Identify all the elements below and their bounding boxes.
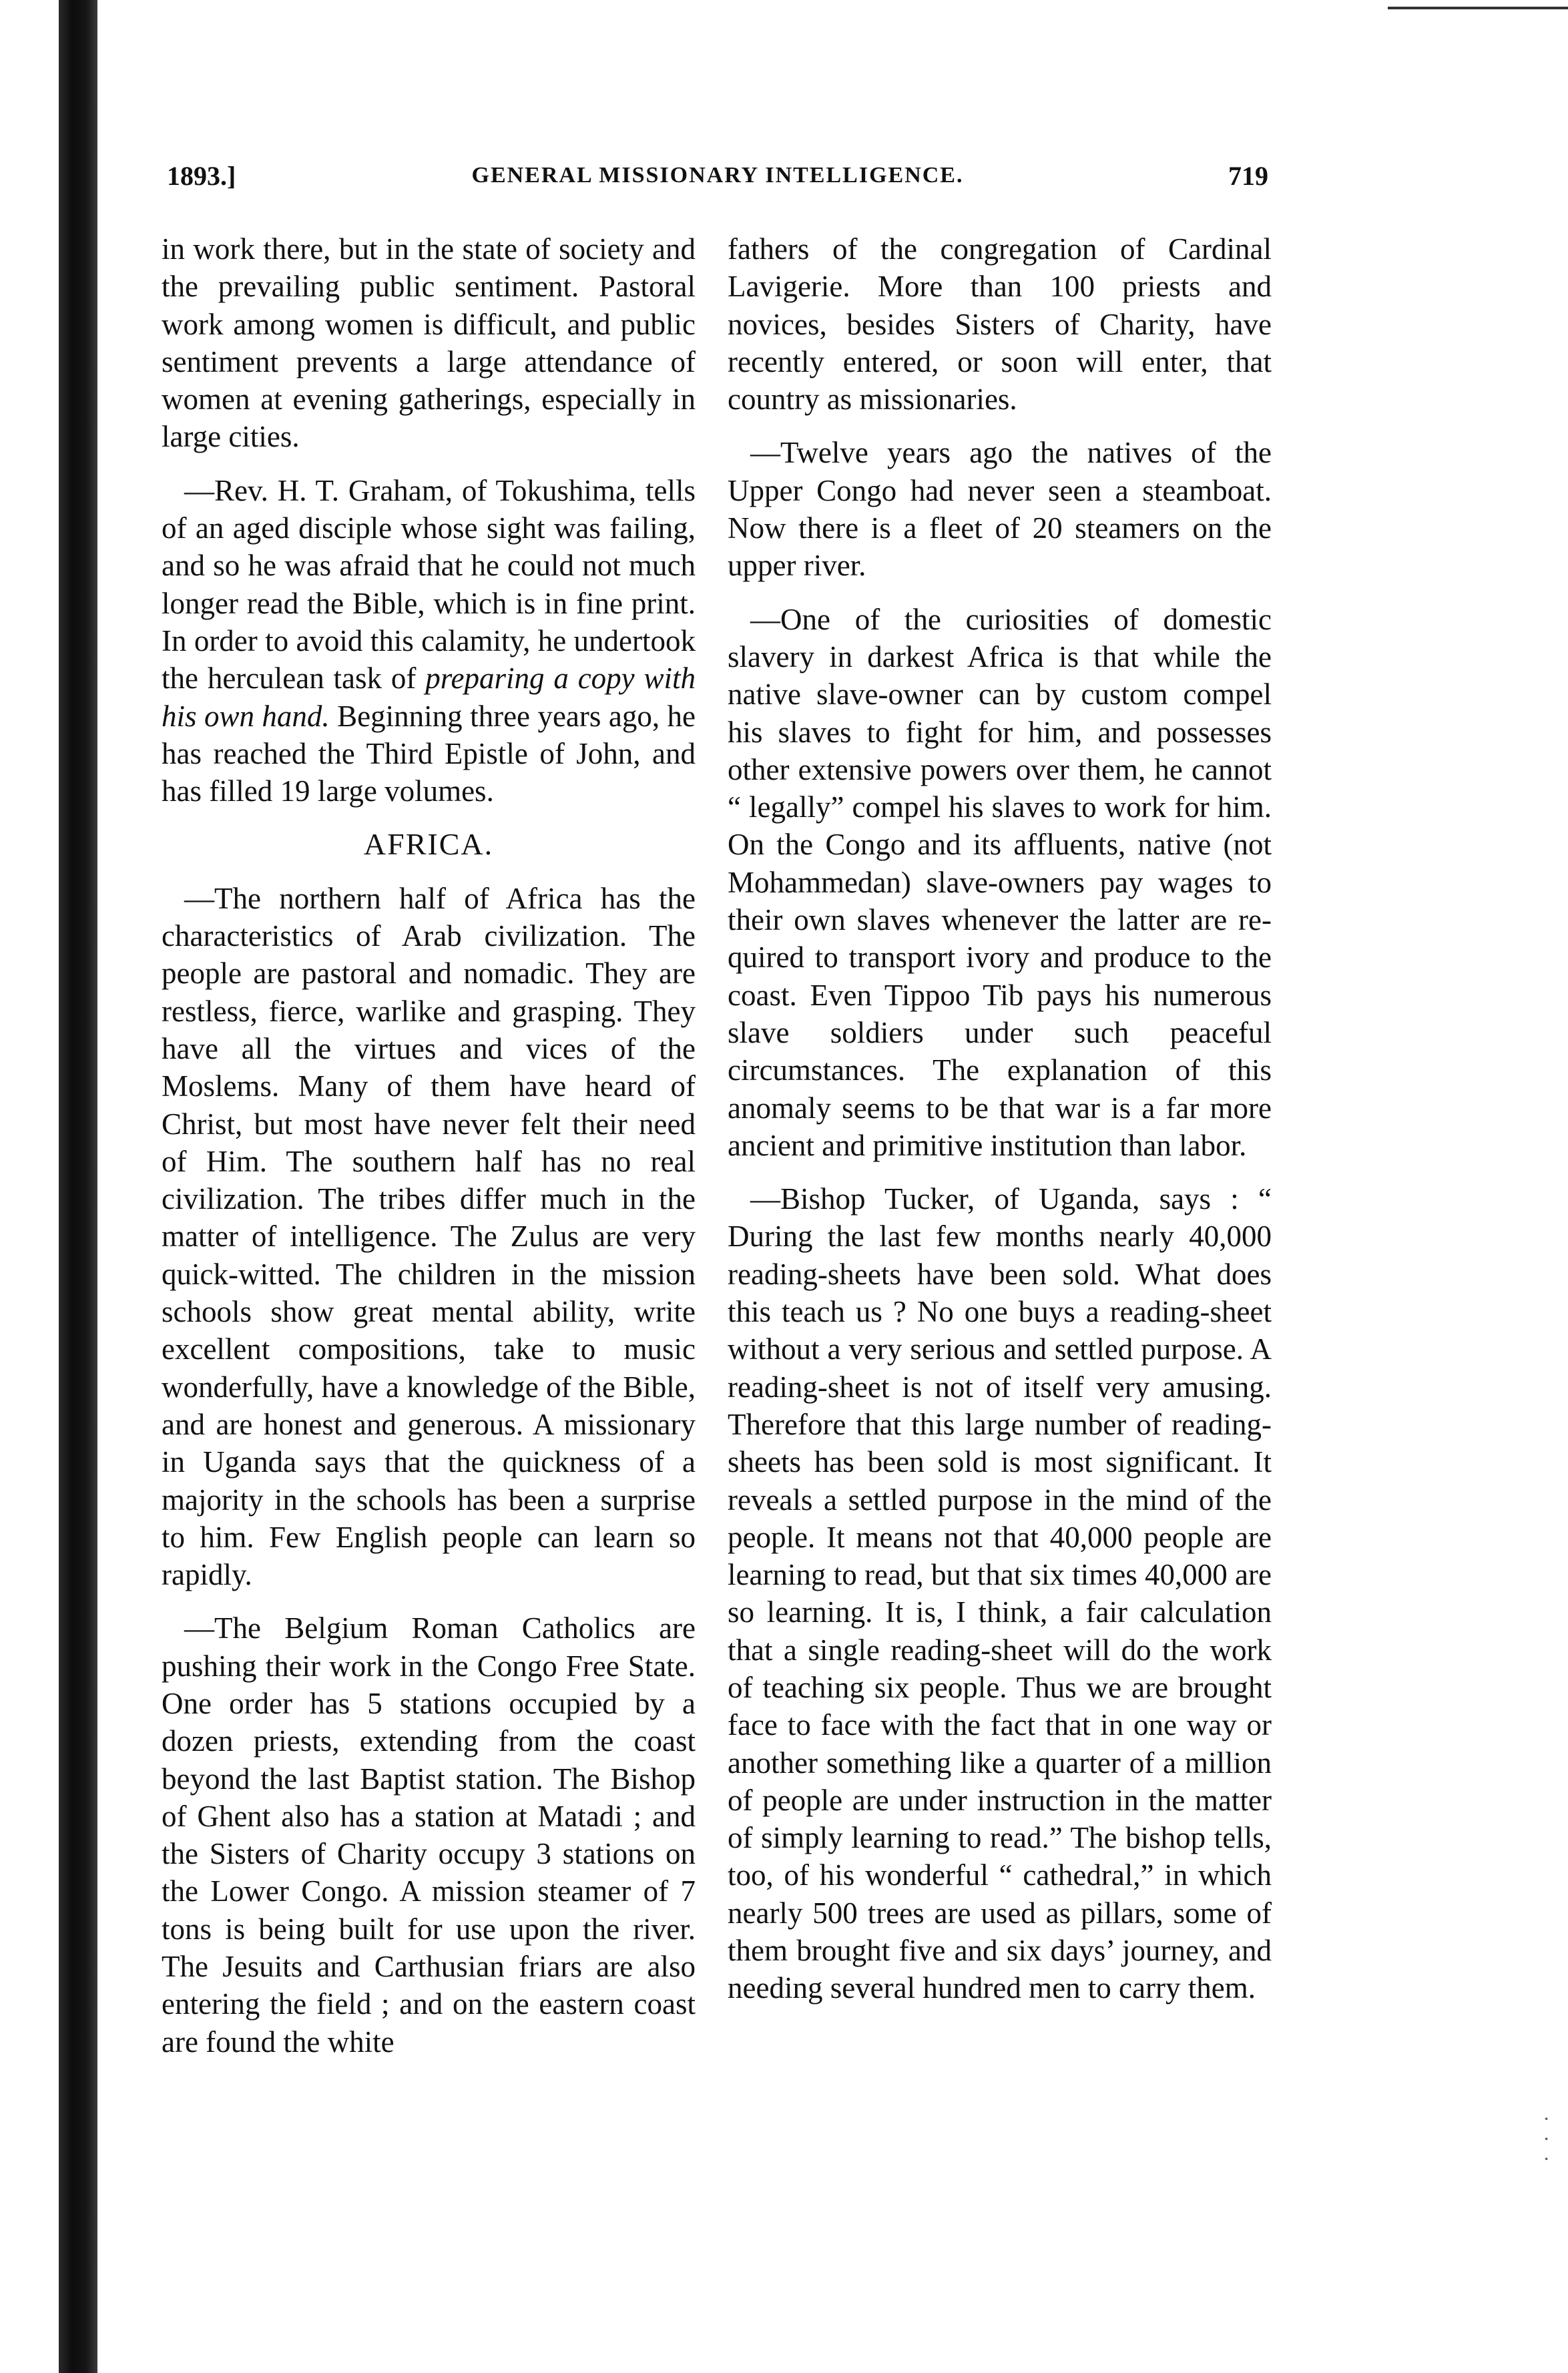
paragraph-belgium-catholics: —The Belgium Roman Catholics are pushing their work in the Congo Free State. One order has 5 stations occupied by a dozen priests, extending from the coast beyond the last Baptist station. The Bishop of Ghent also has a station at Matadi ; and the Sisters of Charity occupy 3 stations on the Lower Congo. A mission steamer of 7 tons is being built for use upon the river. The Jesuits and Carthusian friars are also entering the field ; and on the eastern coast are found the white <box>162 1611 696 2059</box>
margin-specks: · · · <box>1543 2108 1549 2170</box>
graham-text-end: Beginning three years ago, he has reached the Third Epistle of John, and has filled 19 large volumes. <box>162 699 696 808</box>
book-spine-shadow <box>59 0 97 2373</box>
right-column <box>728 230 1272 2233</box>
paragraph-domestic-slavery: —One of the curiosities of domestic slavery in darkest Africa is that while the native slave-owner can by custom compel his slaves to fight for him, and possesses other extensive powers over them, he cannot “ legally” compel his slaves to work for him. On the Congo and its affluents, native (not Mohammedan) slave-owners pay wages to their own slaves whenever the latter are required to transport ivory and produce to the coast. Even Tippoo Tib pays his numerous slave soldiers under such peaceful circumstances. The explanation of this anomaly seems to be that war is a far more ancient and primitive institution than labor. <box>728 602 1272 1162</box>
top-rule <box>1388 7 1568 9</box>
left-column <box>162 230 696 2233</box>
paragraph-upper-congo: —Twelve years ago the natives of the Upper Congo had never seen a steamboat. Now there is a fleet of 20 steamers on the upper river. <box>728 436 1272 583</box>
paragraph-africa-halves: —The northern half of Africa has the characteristics of Arab civilization. The people are pastoral and nomadic. They are restless, fierce, warlike and grasping. They have all the virtues and vices of the Moslems. Many of them have heard of Christ, but most have never felt their need of Him. The southern half has no real civilization. The tribes differ much in the matter of intelligence. The Zulus are very quick-witted. The children in the mission schools show great mental ability, write excellent compositions, take to music wonderfully, have a knowledge of the Bible, and are honest and generous. A missionary in Uganda says that the quickness of a majority in the schools has been a surprise to him. Few English people can learn so rapidly. <box>162 881 696 1592</box>
graham-text-start: —Rev. H. T. Graham, of Tokushima, tells of an aged disciple whose sight was failing, and so he was afraid that he could not much longer read the Bible, which is in fine print. In order to avoid this calamity, he undertook the herculean task of <box>162 473 696 696</box>
paragraph-continuation: in work there, but in the state of society and the prevailing public sentiment. Pastoral work among women is difficult, and public sentiment prevents a large attendance of women at evening gatherings, especially in large cities. <box>162 232 696 454</box>
page-number: 719 <box>1228 161 1268 191</box>
paragraph-graham <box>162 472 696 810</box>
section-heading-africa: AFRICA. <box>363 827 494 862</box>
paragraph-lavigerie: fathers of the congregation of Cardinal Lavigerie. More than 100 priests and novices, besides Sisters of Charity, have recently entered, or soon will enter, that country as missionaries. <box>728 232 1272 417</box>
paragraph-bishop-tucker: —Bishop Tucker, of Uganda, says : “ During the last few months nearly 40,000 reading-sheets have been sold. What does this teach us ? No one buys a reading-sheet without a very serious and settled purpose. A reading-sheet is not of itself very amusing. Therefore that this large number of reading-sheets has been sold is most significant. It reveals a settled purpose in the mind of the people. It means not that 40,000 people are learning to read, but that six times 40,000 are so learning. It is, I think, a fair calculation that a single reading-sheet will do the work of teaching six people. Thus we are brought face to face with the fact that in one way or another something like a quarter of a million of people are under instruction in the matter of simply learning to read.” The bishop tells, too, of his wonderful “ cathedral,” in which nearly 500 trees are used as pillars, some of them brought five and six days’ journey, and needing several hundred men to carry them. <box>728 1182 1272 2005</box>
header-year: 1893.] <box>167 161 236 191</box>
page-header <box>167 160 1268 200</box>
graham-italic-phrase: preparing a copy with his own hand. <box>162 662 696 733</box>
running-title: GENERAL MISSIONARY INTELLIGENCE. <box>471 163 964 188</box>
